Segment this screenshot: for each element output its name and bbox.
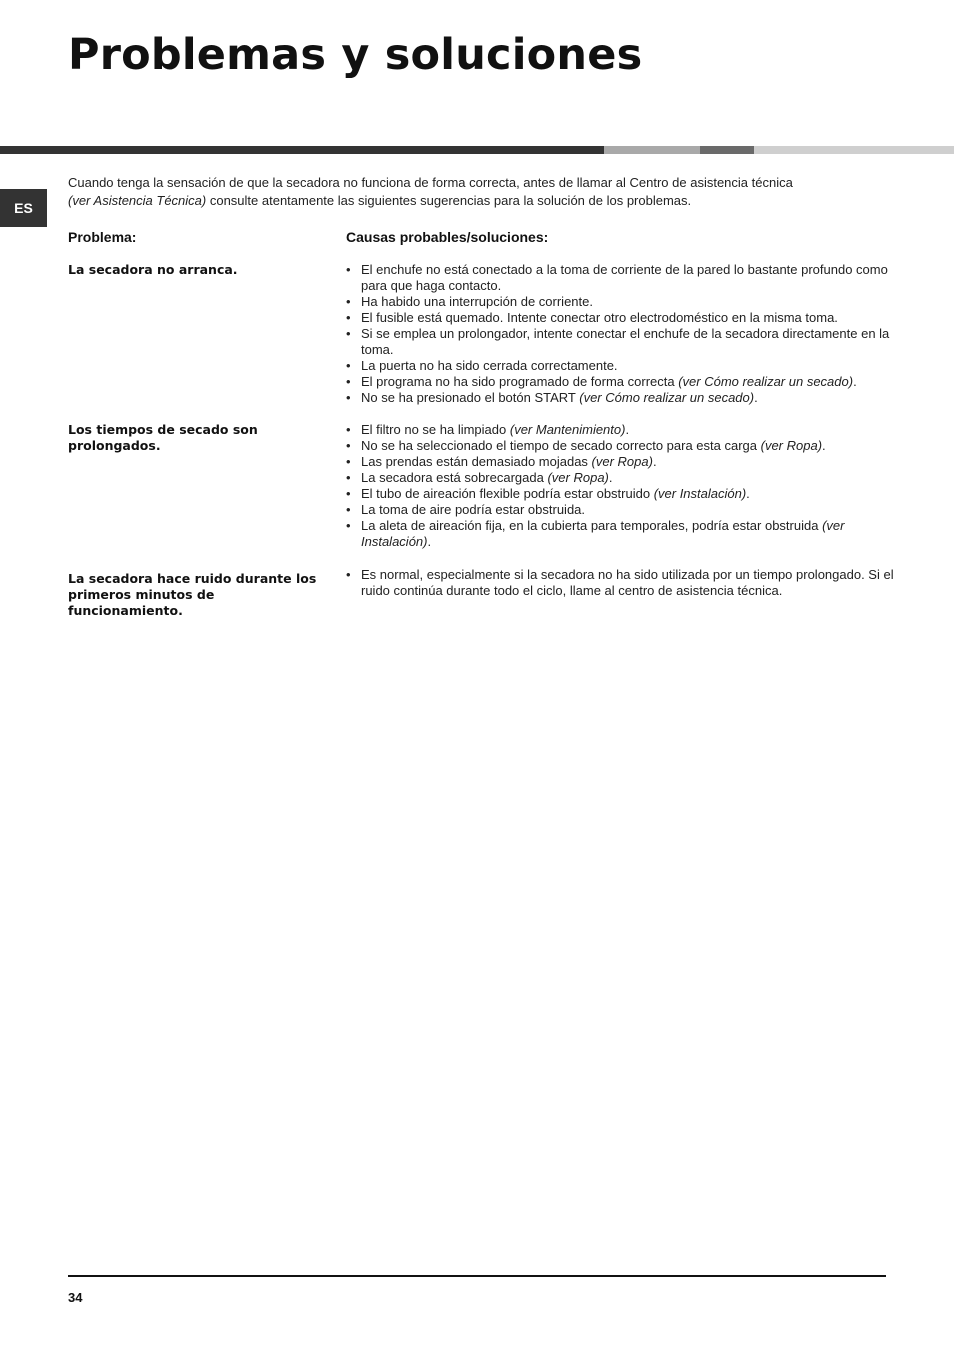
cause-item	[346, 374, 906, 390]
cause-reference: (ver Cómo realizar un secado)	[678, 374, 854, 389]
bullet-icon: •	[346, 567, 351, 582]
cause-item	[346, 567, 906, 599]
cause-punctuation: .	[427, 534, 432, 549]
page-number: 34	[68, 1290, 83, 1305]
cause-text: Las prendas están demasiado mojadas	[361, 454, 592, 469]
cause-punctuation: .	[625, 422, 630, 437]
intro-text: Cuando tenga la sensación de que la secadora no funciona de forma correcta, antes de llamar al Centro de asistencia técnica	[68, 175, 793, 190]
cause-punctuation: .	[754, 390, 758, 405]
bullet-icon: •	[346, 518, 351, 533]
cause-item	[346, 486, 906, 502]
header-rule-light	[604, 146, 700, 154]
cause-item	[346, 358, 906, 374]
cause-text: Es normal, especialmente si la secadora no ha sido utilizada por un tiempo prolongado. Si el ruido continúa durante todo el ciclo, llame al centro de asistencia técnica.	[361, 567, 894, 598]
cause-text: La aleta de aireación fija, en la cubierta para temporales, podría estar obstruida	[361, 518, 823, 533]
language-tab: ES	[0, 189, 47, 227]
intro-text-continued: consulte atentamente las siguientes sugerencias para la solución de los problemas.	[206, 193, 692, 208]
cause-punctuation: .	[608, 470, 613, 485]
footer-rule	[68, 1275, 886, 1277]
intro-reference: (ver Asistencia Técnica)	[68, 193, 207, 208]
cause-item	[346, 262, 906, 294]
bullet-icon: •	[346, 502, 351, 517]
problem-title: La secadora hace ruido durante los primeros minutos de funcionamiento.	[68, 571, 317, 618]
cause-text: El enchufe no está conectado a la toma de corriente de la pared lo bastante profundo como para que haga contacto.	[361, 262, 888, 293]
cause-reference: (ver Instalación)	[361, 518, 845, 549]
bullet-icon: •	[346, 470, 351, 485]
bullet-icon: •	[346, 374, 351, 389]
cause-text: La puerta no ha sido cerrada correctamente.	[361, 358, 618, 373]
header-rule-pale	[754, 146, 954, 154]
cause-list	[346, 567, 906, 599]
bullet-icon: •	[346, 326, 351, 341]
cause-text: No se ha seleccionado el tiempo de secado correcto para esta carga	[361, 438, 761, 453]
cause-item	[346, 454, 906, 470]
cause-reference: (ver Cómo realizar un secado)	[579, 390, 755, 405]
bullet-icon: •	[346, 358, 351, 373]
cause-reference: (ver Instalación)	[653, 486, 747, 501]
cause-item	[346, 438, 906, 454]
cause-punctuation: .	[652, 454, 657, 469]
cause-text: El tubo de aireación flexible podría estar obstruido	[361, 486, 654, 501]
column-header-problem: Problema:	[68, 229, 137, 245]
cause-text: Ha habido una interrupción de corriente.	[361, 294, 593, 309]
bullet-icon: •	[346, 486, 351, 501]
bullet-icon: •	[346, 438, 351, 453]
cause-item	[346, 470, 906, 486]
cause-list	[346, 262, 906, 406]
cause-text: La toma de aire podría estar obstruida.	[361, 502, 586, 517]
cause-item	[346, 326, 906, 358]
cause-text: Si se emplea un prolongador, intente conectar el enchufe de la secadora directamente en la toma.	[361, 326, 890, 357]
cause-list	[346, 422, 906, 550]
cause-reference: (ver Mantenimiento)	[509, 422, 626, 437]
column-header-causes: Causas probables/soluciones:	[346, 229, 549, 245]
cause-text: El filtro no se ha limpiado	[361, 422, 510, 437]
cause-text: No se ha presionado el botón START	[361, 390, 580, 405]
bullet-icon: •	[346, 422, 351, 437]
cause-item	[346, 502, 906, 518]
cause-punctuation: .	[853, 374, 857, 389]
cause-text: La secadora está sobrecargada	[361, 470, 548, 485]
problem-title: La secadora no arranca.	[68, 262, 238, 277]
cause-item	[346, 518, 906, 550]
cause-text: El fusible está quemado. Intente conectar otro electrodoméstico en la misma toma.	[361, 310, 838, 325]
header-rule-dark	[0, 146, 604, 154]
cause-reference: (ver Ropa)	[591, 454, 653, 469]
bullet-icon: •	[346, 454, 351, 469]
cause-punctuation: .	[746, 486, 750, 501]
cause-item	[346, 390, 906, 406]
cause-text: El programa no ha sido programado de forma correcta	[361, 374, 679, 389]
cause-punctuation: .	[822, 438, 826, 453]
bullet-icon: •	[346, 310, 351, 325]
cause-reference: (ver Ropa)	[547, 470, 609, 485]
problem-title: Los tiempos de secado son prolongados.	[68, 422, 258, 453]
cause-item	[346, 294, 906, 310]
intro-paragraph	[68, 174, 898, 210]
header-rule-mid	[700, 146, 754, 154]
bullet-icon: •	[346, 390, 351, 405]
bullet-icon: •	[346, 262, 351, 277]
page-title: Problemas y soluciones	[68, 30, 643, 80]
cause-item	[346, 310, 906, 326]
bullet-icon: •	[346, 294, 351, 309]
cause-reference: (ver Ropa)	[760, 438, 823, 453]
cause-item	[346, 422, 906, 438]
